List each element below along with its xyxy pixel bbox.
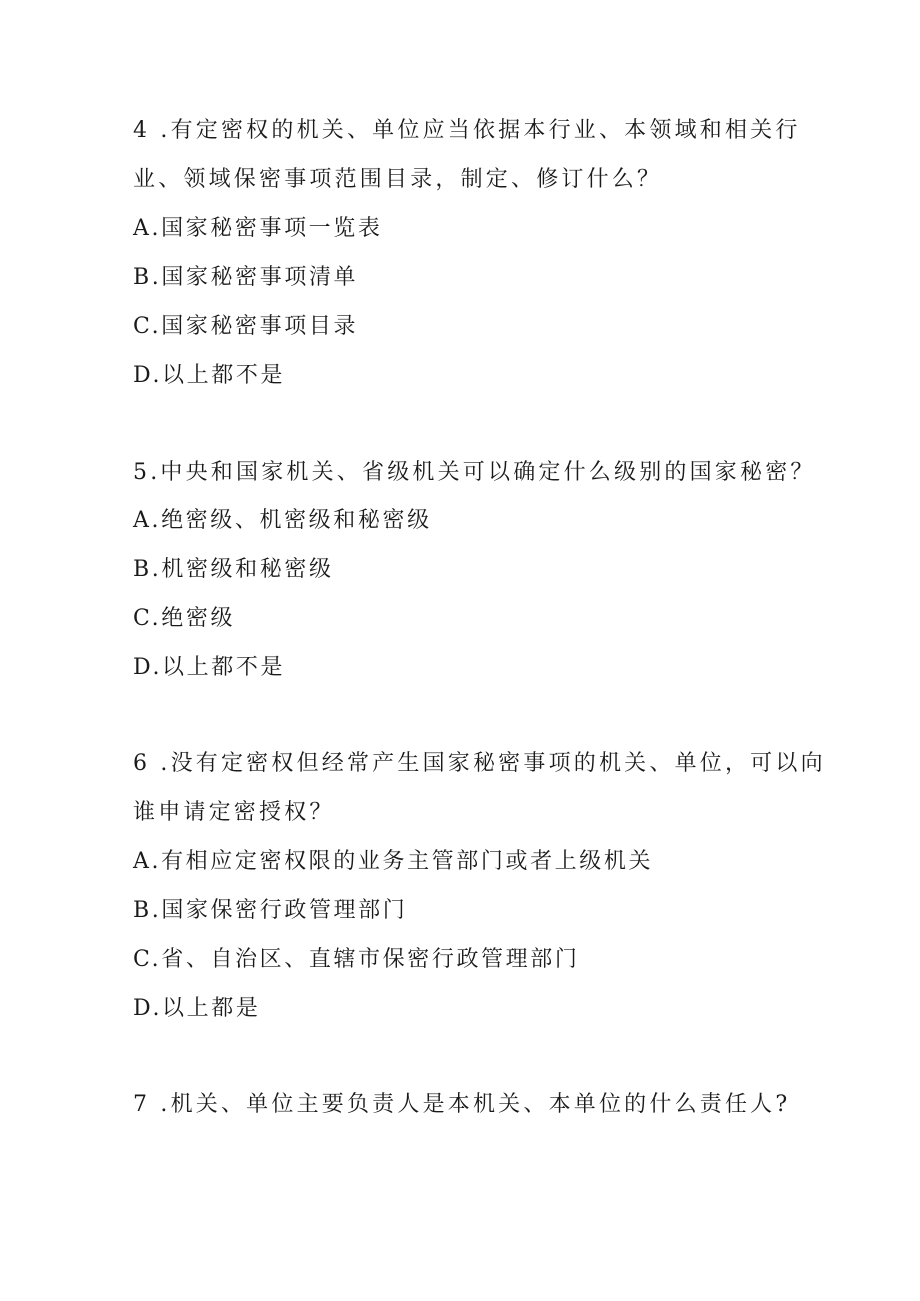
question-4-option-d: D.以上都不是: [133, 363, 286, 388]
question-5-stem-line-1: 5.中央和国家机关、省级机关可以确定什么级别的国家秘密？: [133, 460, 816, 485]
question-4-stem-line-1: 4 .有定密权的机关、单位应当依据本行业、本领域和相关行: [133, 118, 801, 143]
question-5-option-a: A.绝密级、机密级和秘密级: [133, 508, 432, 533]
question-4-stem-line-2: 业、领域保密事项范围目录，制定、修订什么？: [133, 167, 663, 192]
question-4-option-b: B.国家秘密事项清单: [133, 265, 359, 290]
question-6-option-c: C.省、自治区、直辖市保密行政管理部门: [133, 947, 580, 972]
question-4-option-c: C.国家秘密事项目录: [133, 314, 359, 339]
question-5-option-c: C.绝密级: [133, 606, 236, 631]
question-4-option-a: A.国家秘密事项一览表: [133, 216, 383, 241]
question-5-option-b: B.机密级和秘密级: [133, 557, 334, 582]
question-6-option-a: A.有相应定密权限的业务主管部门或者上级机关: [133, 849, 654, 874]
question-6-stem-line-1: 6 .没有定密权但经常产生国家秘密事项的机关、单位，可以向: [133, 751, 826, 776]
question-6-stem-line-2: 谁申请定密授权？: [133, 800, 335, 825]
question-7-stem-line-1: 7 .机关、单位主要负责人是本机关、本单位的什么责任人?: [133, 1092, 791, 1117]
question-6-option-d: D.以上都是: [133, 996, 261, 1021]
question-6-option-b: B.国家保密行政管理部门: [133, 898, 408, 923]
question-5-option-d: D.以上都不是: [133, 655, 286, 680]
